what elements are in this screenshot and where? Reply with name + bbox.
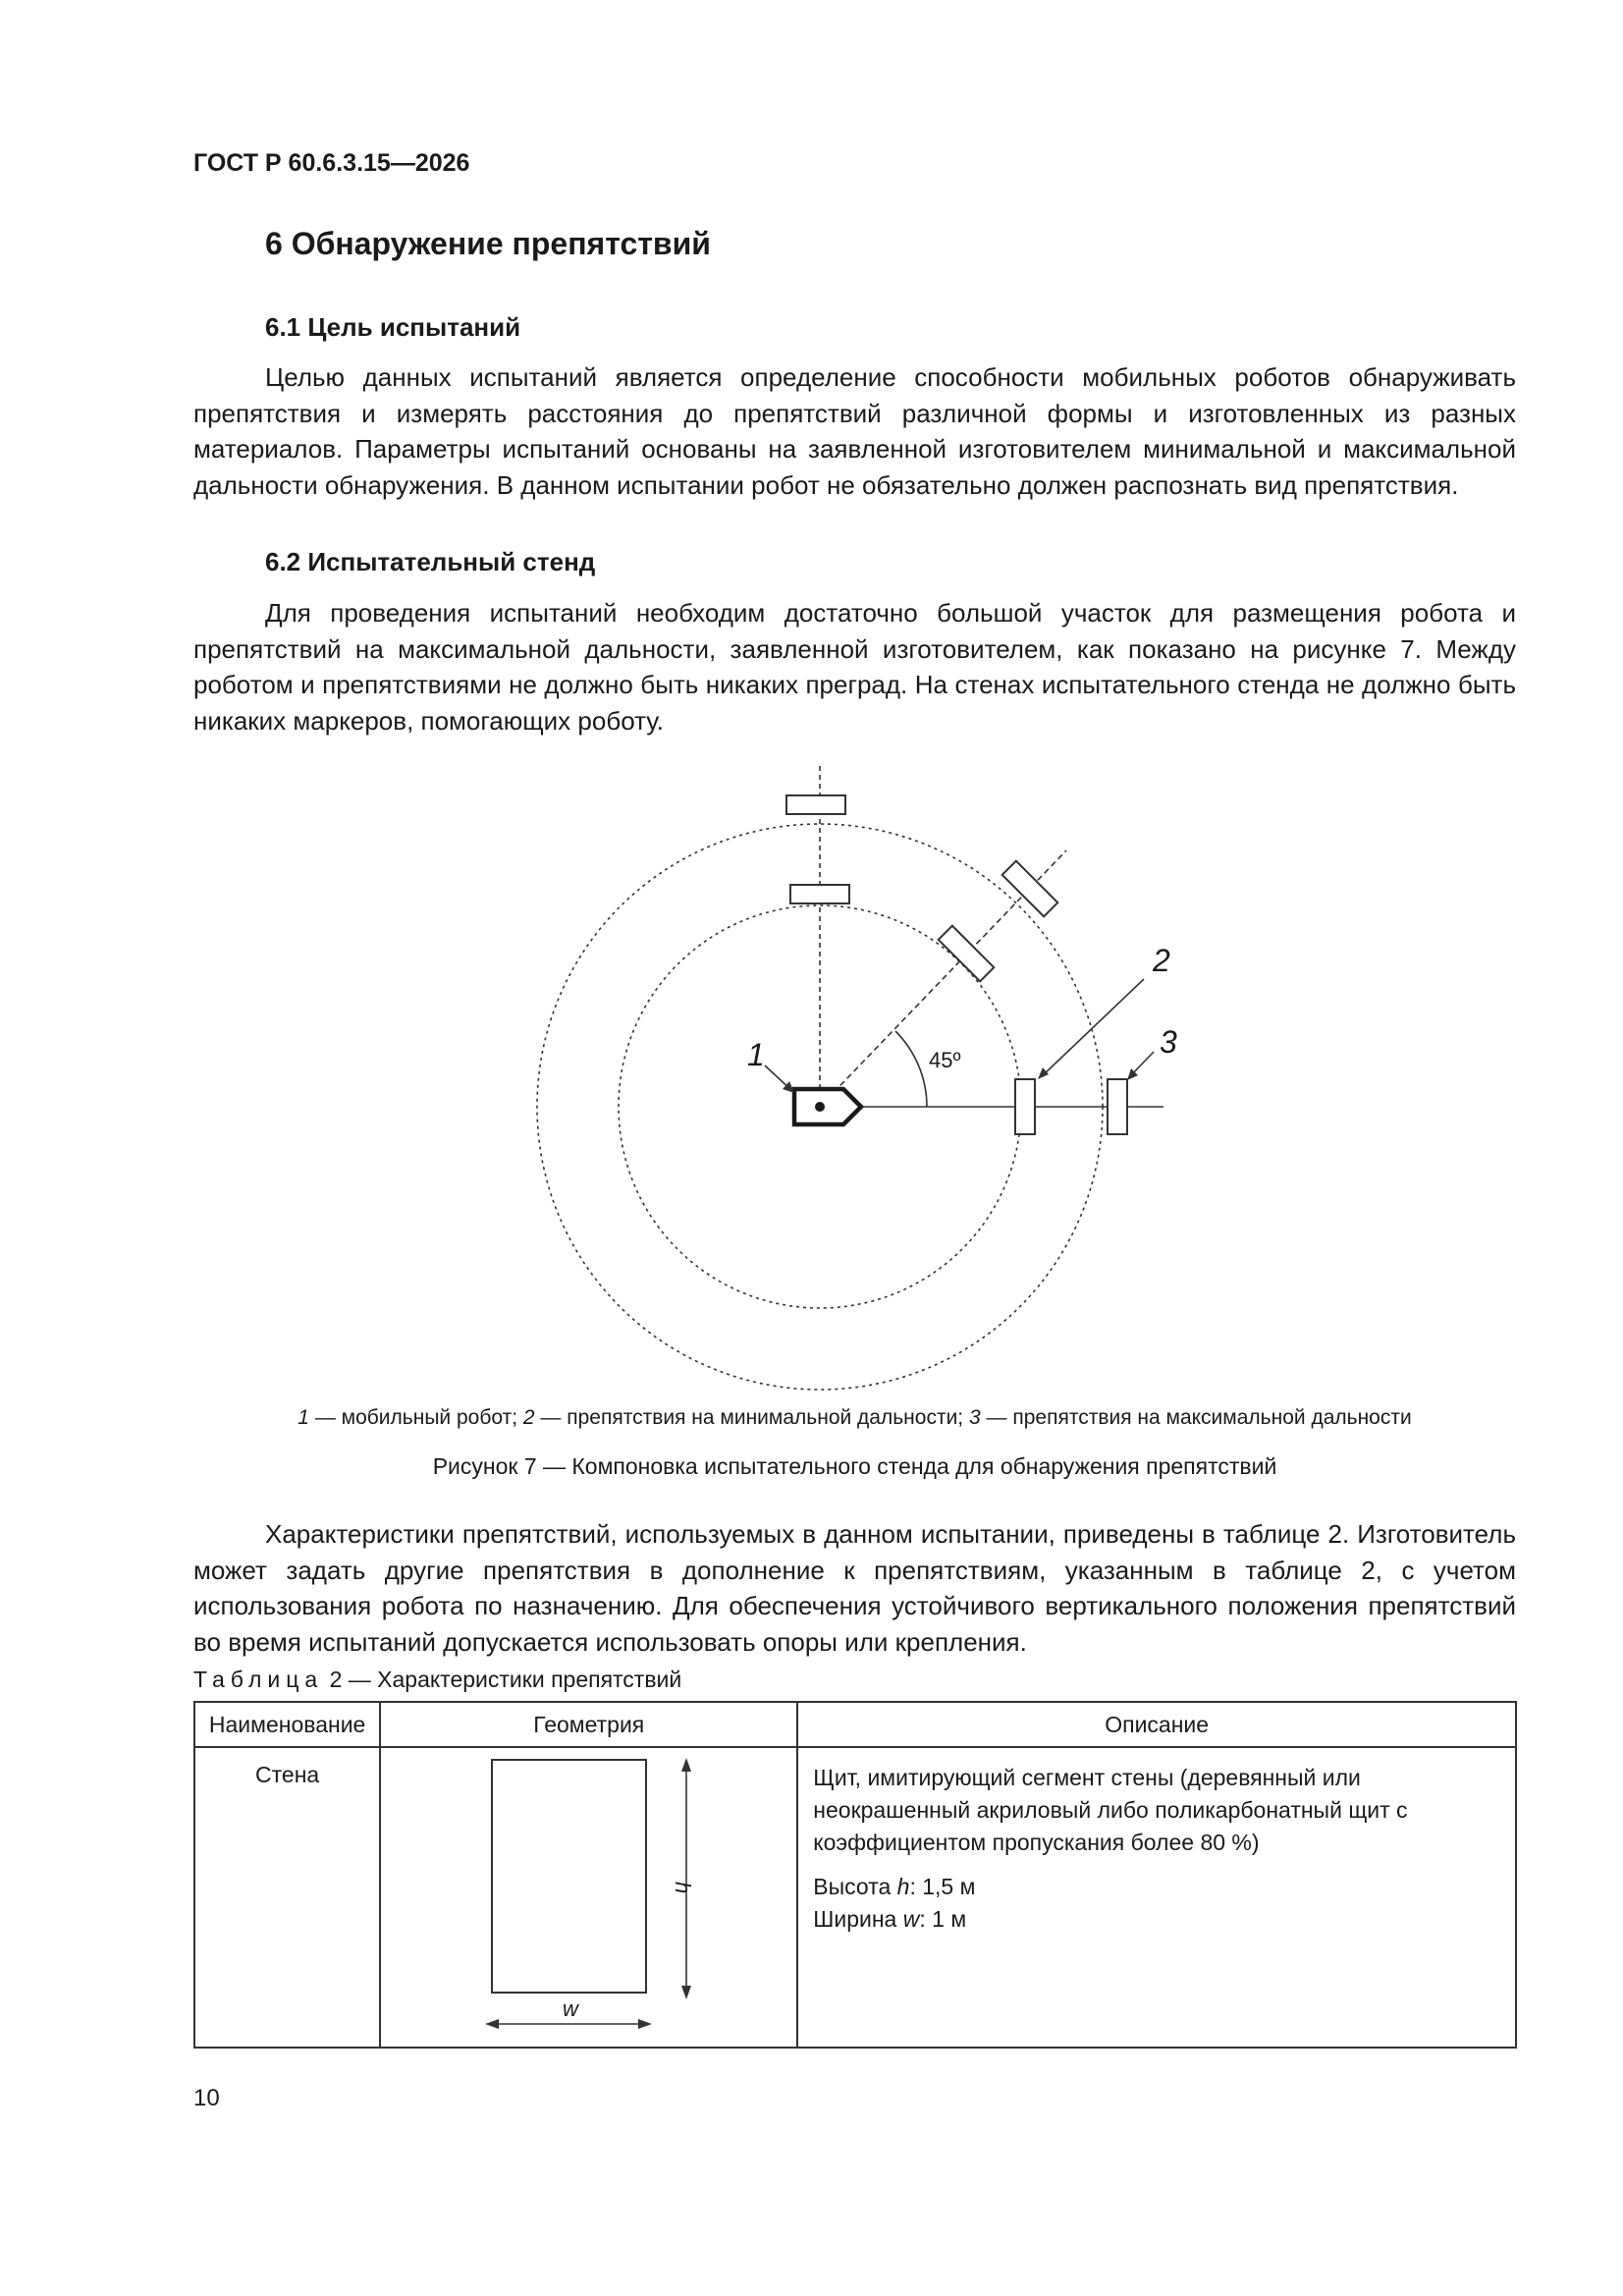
wall-rectangle — [492, 1760, 646, 1993]
description-text: Щит, имитирующий сегмент стены (деревянный или неокрашенный акриловый либо поликарбонатный щит с коэффициентом пропускания более 80 %) — [813, 1765, 1408, 1855]
angle-arc — [895, 1031, 927, 1107]
paragraph-6-2: Для проведения испытаний необходим достаточно большой участок для размещения робота и препятствий на максимальной дальности, заявленной изготовителем, как показано на рисунке 7. Между роботом и препятствиями не должно быть никаких преград. На стенах испытательного стенда не должно быть никаких маркеров, помогающих роботу. — [193, 598, 1516, 736]
obstacle-east-max — [1108, 1079, 1127, 1134]
obstacle-north-min — [790, 885, 849, 903]
spacer — [813, 1859, 1499, 1871]
height-spec — [813, 1871, 1499, 1903]
page-number: 10 — [193, 2085, 220, 2111]
width-spec-value: : 1 м — [919, 1906, 967, 1932]
robot-center-dot — [815, 1102, 825, 1112]
cell-geometry — [380, 1747, 797, 2048]
obstacle-north-max — [786, 795, 845, 814]
wall-geometry-drawing — [381, 1748, 796, 2033]
legend-num-3: 3 — [968, 1406, 981, 1429]
legend-num-2: 2 — [522, 1406, 535, 1429]
legend-text-1: — мобильный робот; — [308, 1406, 523, 1429]
width-arrow-left — [485, 2019, 499, 2029]
height-spec-value: : 1,5 м — [909, 1874, 976, 1899]
height-arrow-bottom — [681, 1986, 691, 1999]
test-stand-diagram — [511, 746, 1178, 1394]
table-header-row — [194, 1702, 1516, 1747]
figure-caption: Рисунок 7 — Компоновка испытательного стенда для обнаружения препятствий — [432, 1453, 1277, 1479]
width-spec-label: Ширина — [813, 1906, 903, 1932]
label-max-obstacles: 3 — [1160, 1024, 1177, 1060]
header-name: Наименование — [194, 1702, 380, 1747]
table-title-rest: 2 — Характеристики препятствий — [323, 1667, 682, 1692]
legend-text-3: — препятствия на максимальной дальности — [980, 1406, 1412, 1429]
paragraph-6-1: Целью данных испытаний является определение способности мобильных роботов обнаруживать препятствия и измерять расстояния до препятствий различной формы и изготовленных из разных материалов. Параметры испытаний основаны на заявленной изготовителем минимальной и максимальной дальности обнаружения. В данном испытании робот не обязательно должен распознать вид препятствия. — [193, 362, 1516, 500]
label-robot: 1 — [747, 1037, 765, 1072]
width-spec — [813, 1903, 1499, 1936]
header-geometry: Геометрия — [380, 1702, 797, 1747]
width-arrow-right — [638, 2019, 652, 2029]
obstacle-east-min — [1015, 1079, 1035, 1134]
table-row — [194, 1747, 1516, 2048]
cell-name: Стена — [194, 1747, 380, 2048]
table-title-word: Таблица — [193, 1667, 324, 1692]
subsection-title-6-1: 6.1 Цель испытаний — [265, 312, 521, 342]
figure-legend — [193, 1406, 1516, 1430]
subsection-title-6-2: 6.2 Испытательный стенд — [265, 547, 596, 576]
cell-description — [797, 1747, 1516, 2048]
height-arrow-top — [681, 1758, 691, 1772]
section-title: 6 Обнаружение препятствий — [265, 226, 711, 261]
label-angle: 45º — [929, 1048, 961, 1072]
arrowhead-2 — [1038, 1067, 1049, 1079]
height-spec-var: h — [896, 1874, 910, 1899]
leader-line-2 — [1042, 979, 1144, 1076]
table-title — [193, 1667, 681, 1693]
width-label: w — [563, 1996, 579, 2021]
height-label: h — [671, 1882, 696, 1894]
header-description: Описание — [797, 1702, 1516, 1747]
label-min-obstacles: 2 — [1153, 943, 1170, 978]
robot-shape — [794, 1089, 861, 1124]
width-spec-var: w — [902, 1906, 920, 1932]
obstacles-table — [193, 1701, 1517, 2049]
legend-num-1: 1 — [298, 1406, 309, 1429]
standard-header: ГОСТ Р 60.6.3.15—2026 — [193, 149, 470, 177]
paragraph-table-intro: Характеристики препятствий, используемых в данном испытании, приведены в таблице 2. Изготовитель может задать другие препятствия в дополнение к препятствиям, указанным в таблице 2, с учетом использования робота по назначению. Для обеспечения устойчивого вертикального положения препятствий во время испытаний допускается использовать опоры или крепления. — [193, 1519, 1516, 1657]
legend-text-2: — препятствия на минимальной дальности; — [534, 1406, 969, 1429]
height-spec-label: Высота — [813, 1874, 897, 1899]
